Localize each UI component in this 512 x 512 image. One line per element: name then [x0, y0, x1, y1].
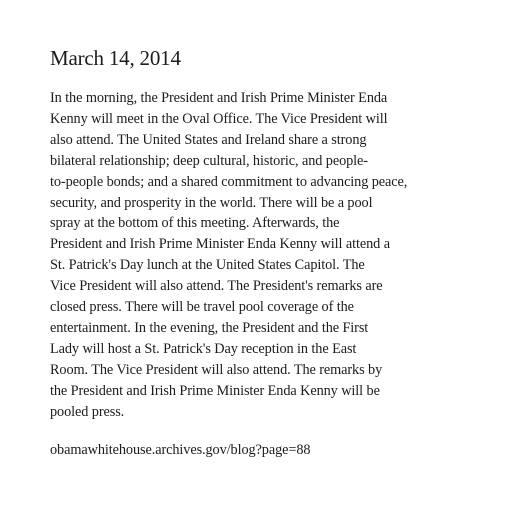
body-line: Vice President will also attend. The President's remarks are: [50, 278, 383, 295]
body-line: pooled press.: [50, 403, 125, 420]
body-line: the President and Irish Prime Minister Enda Kenny will be: [50, 382, 380, 399]
body-line: In the morning, the President and Irish Prime Minister Enda: [50, 90, 388, 106]
source-url: obamawhitehouse.archives.gov/blog?page=88: [50, 442, 311, 458]
body-line: Room. The Vice President will also attend. The remarks by: [50, 361, 383, 378]
body-line: entertainment. In the evening, the President and the First: [50, 319, 369, 336]
body-line: Lady will host a St. Patrick's Day reception in the East: [50, 340, 357, 357]
body-line: also attend. The United States and Ireland share a strong: [50, 131, 367, 148]
document-date: March 14, 2014: [50, 46, 181, 70]
document-page: [50, 0, 490, 512]
body-line: St. Patrick's Day lunch at the United States Capitol. The: [50, 257, 365, 274]
body-line: bilateral relationship; deep cultural, historic, and people-: [50, 152, 368, 169]
body-line: closed press. There will be travel pool coverage of the: [50, 299, 354, 316]
body-line: spray at the bottom of this meeting. Afterwards, the: [50, 215, 340, 232]
body-line: President and Irish Prime Minister Enda Kenny will attend a: [50, 236, 390, 253]
body-line: security, and prosperity in the world. There will be a pool: [50, 194, 373, 211]
body-line: Kenny will meet in the Oval Office. The Vice President will: [50, 110, 388, 127]
body-line: to-people bonds; and a shared commitment to advancing peace,: [50, 173, 408, 190]
document-body: [50, 88, 490, 423]
